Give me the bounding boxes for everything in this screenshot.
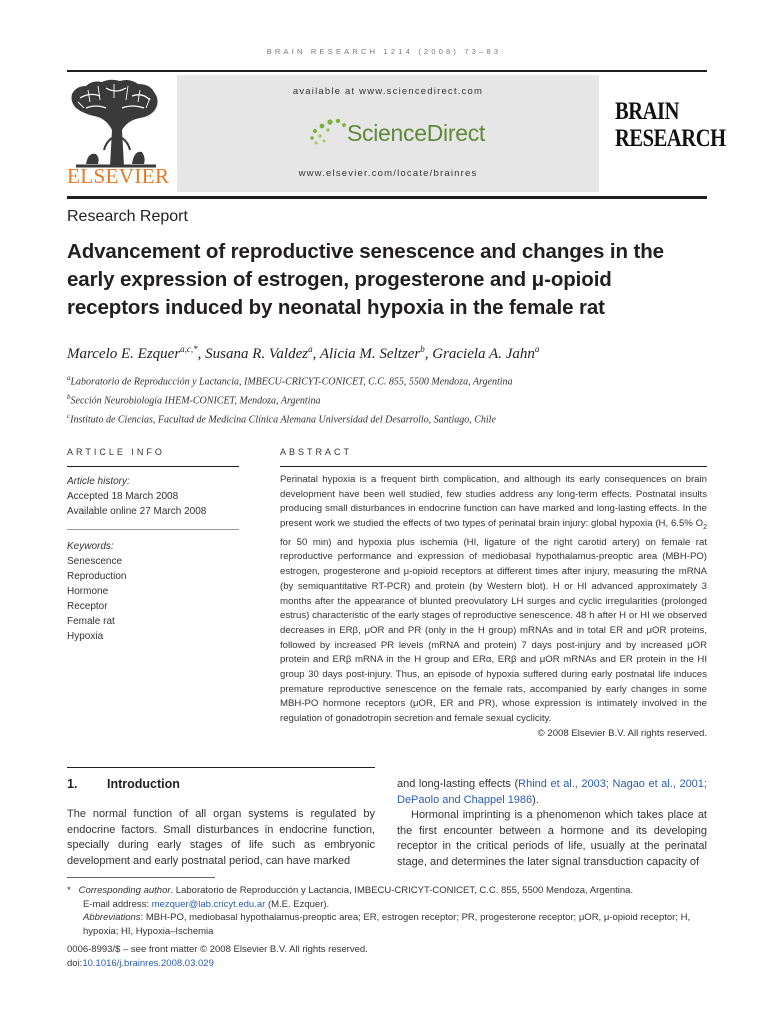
footnotes [67,884,707,938]
author-affil-sup: b [420,344,425,354]
title-line-2: early expression of estrogen, progesterone and μ-opioid [67,268,612,291]
author-sep: , [197,346,206,362]
available-online-date: Available online 27 March 2008 [67,506,207,517]
author-name: Marcelo E. Ezquer [67,346,181,362]
section-type: Research Report [67,208,188,225]
keyword: Senescence [67,556,123,567]
footnote-rule [67,877,215,878]
author-name: Susana R. Valdez [205,346,309,362]
footnote-star: * [67,885,71,896]
elsevier-wordmark: ELSEVIER [67,164,170,188]
abstract-text-part: for 50 min) and hypoxia plus ischemia (HI, ligature of the right carotid artery) on female rat reproductive performance and expression of mediobasal hypothalamus-preoptic area (MBH-PO) estrogen, progesterone and μ-opioid receptors at different times after injury, measuring the mRNA (by semiquantitative RT-PCR) and protein (by Western blot). H or HI advanced approximately 3 months after the appearance of blunted preovulatory LH surges and cyclic irregularities (prolonged estrus) characteristic of the early stages of reproductive senescence. 48 h after H or HI we observed decreases in ERβ, μOR and PR (only in the H group) mRNAs and in total ER and μOR proteins, followed by increased PR levels (mRNA and protein) 7 days post-injury and by increased μOR protein and ERβ mRNA in the H group and ERα, ERβ and μOR mRNAs and ER protein in the HI group 30 days post-injury. Thus, an episode of hypoxia suffered during early postnatal life induces premature reproductive senescence on the female rats, accompanied by early changes in some MBH-PO hormone receptors (μOR, ER and PR), whose expression is intimately involved in the regulation of gonadotropin secretion and female sexual cyclicity. [280,536,707,725]
email-link[interactable]: mezquer@lab.cricyt.edu.ar [151,898,266,910]
affiliation-a [67,371,513,390]
doi-line [67,957,368,971]
sciencedirect-leaf-icon [308,116,348,146]
accepted-date: Accepted 18 March 2008 [67,491,179,502]
journal-title [615,98,726,152]
title-line-1: Advancement of reproductive senescence and changes in the [67,240,664,263]
email-note [67,898,707,912]
journal-title-line-2: RESEARCH [615,125,726,152]
abstract-text [280,473,707,727]
affiliation-sup: a [67,374,71,382]
author-affil-sup: a [308,344,313,354]
running-head: BRAIN RESEARCH 1214 (2008) 73–83 [266,47,502,56]
author-name: Graciela A. Jahn [432,346,535,362]
keyword: Female rat [67,616,115,627]
author-affil-sup: a [534,344,540,354]
section-title: Introduction [107,777,180,791]
article-title [67,238,717,322]
author-affil-sup: a,c,* [180,344,198,354]
corresponding-author-note [67,884,707,898]
article-history-label: Article history: [67,476,130,487]
article-info [67,474,239,644]
abstract-heading: ABSTRACT [280,447,353,457]
header-bottom-rule [67,196,707,199]
article-info-rule [67,466,239,467]
section-number: 1. [67,777,78,791]
front-matter-text: 0006-8993/$ – see front matter © 2008 Elsevier B.V. All rights reserved. [67,944,368,955]
elsevier-url-text: www.elsevier.com/locate/brainres [298,168,478,179]
front-matter [67,943,368,971]
abstract-rule [280,466,707,467]
top-rule [67,70,707,72]
keywords-label: Keywords: [67,541,114,552]
footnote-label: E-mail address: [83,898,152,910]
sciencedirect-wordmark: ScienceDirect [347,120,485,146]
article-info-divider [67,529,239,530]
affiliation-sup: b [67,392,71,401]
intro-paragraph: Hormonal imprinting is a phenomenon which takes place at the first encounter between a hormone and its developing receptor in the critical periods of life, usually at the perinatal stage, and determines the later signal transduction capacity of [397,809,707,868]
keyword: Reproduction [67,571,127,582]
author-list [67,344,539,363]
keyword: Receptor [67,601,108,612]
affiliation-c [67,409,513,428]
footnote-label: Corresponding author [78,885,171,896]
paragraph-text: ). [532,793,539,806]
title-line-3: receptors induced by neonatal hypoxia in the female rat [67,296,605,319]
abstract-copyright: © 2008 Elsevier B.V. All rights reserved. [537,727,707,739]
citation-link[interactable]: DePaolo and Chappel 1986 [397,793,533,806]
introduction-heading [67,777,180,791]
doi-label: doi: [67,958,83,969]
keyword: Hormone [67,586,109,597]
intro-right-column [397,777,707,870]
affiliation-sup: c [67,411,71,420]
footnote-text: . Laboratorio de Reproducción y Lactancia, IMBECU-CRICYT-CONICET, C.C. 855, 5500 Mendoza, Argentina. [170,885,634,896]
paragraph-text: and long-lasting effects ( [397,778,519,790]
available-at-text: available at www.sciencedirect.com [292,86,484,97]
footnote-text: : MBH-PO, mediobasal hypothalamus-preoptic area; ER, estrogen receptor; PR, progesterone receptor; μOR, μ-opioid receptor; H, hypoxia; HI, Hypoxia–Ischemia [83,912,691,937]
abstract-text-part: Perinatal hypoxia is a frequent birth complication, and although its early consequences on brain development have been well studied, few studies address any long-term effects. Postnatal insults producing small disturbances in endocrine function can have marked and long-lasting effects. In the present work we studied the effects of two types of perinatal brain injury: global hypoxia (H, 6.5% O [280,474,707,530]
affiliation-text: Instituto de Ciencias, Facultad de Medicina Clínica Alemana Universidad del Desarrollo, Santiago, Chile [70,413,496,425]
citation-link[interactable]: Rhind et al., 2003; Nagao et al., 2001; [518,778,707,790]
intro-paragraph [397,777,707,808]
abstract-body [280,473,707,742]
affiliation-text: Laboratorio de Reproducción y Lactancia, IMBECU-CRICYT-CONICET, C.C. 855, 5500 Mendoza, Argentina [70,376,513,388]
article-info-heading: ARTICLE INFO [67,447,165,457]
keyword: Hypoxia [67,631,104,642]
affiliations [67,371,513,427]
affiliation-b [67,390,513,409]
intro-left-column: The normal function of all organ systems is regulated by endocrine factors. Small disturbances in endocrine function, specially during early stages of life such as embryonic development and early postnatal period, can have marked [67,808,375,867]
journal-title-line-1: BRAIN [615,98,680,125]
footnote-label: Abbreviations [83,912,141,923]
author-name: Alicia M. Seltzer [319,346,421,362]
doi-link[interactable]: 10.1016/j.brainres.2008.03.029 [82,958,214,969]
affiliation-text: Sección Neurobiología IHEM-CONICET, Mendoza, Argentina [70,395,321,407]
footnote-text: (M.E. Ezquer). [265,898,330,910]
abstract-subscript: 2 [703,524,707,532]
elsevier-tree-logo [66,78,164,170]
intro-rule-left [67,767,375,768]
author-sep: , [424,346,433,362]
author-sep: , [312,346,320,362]
abbreviations-note [67,911,707,938]
